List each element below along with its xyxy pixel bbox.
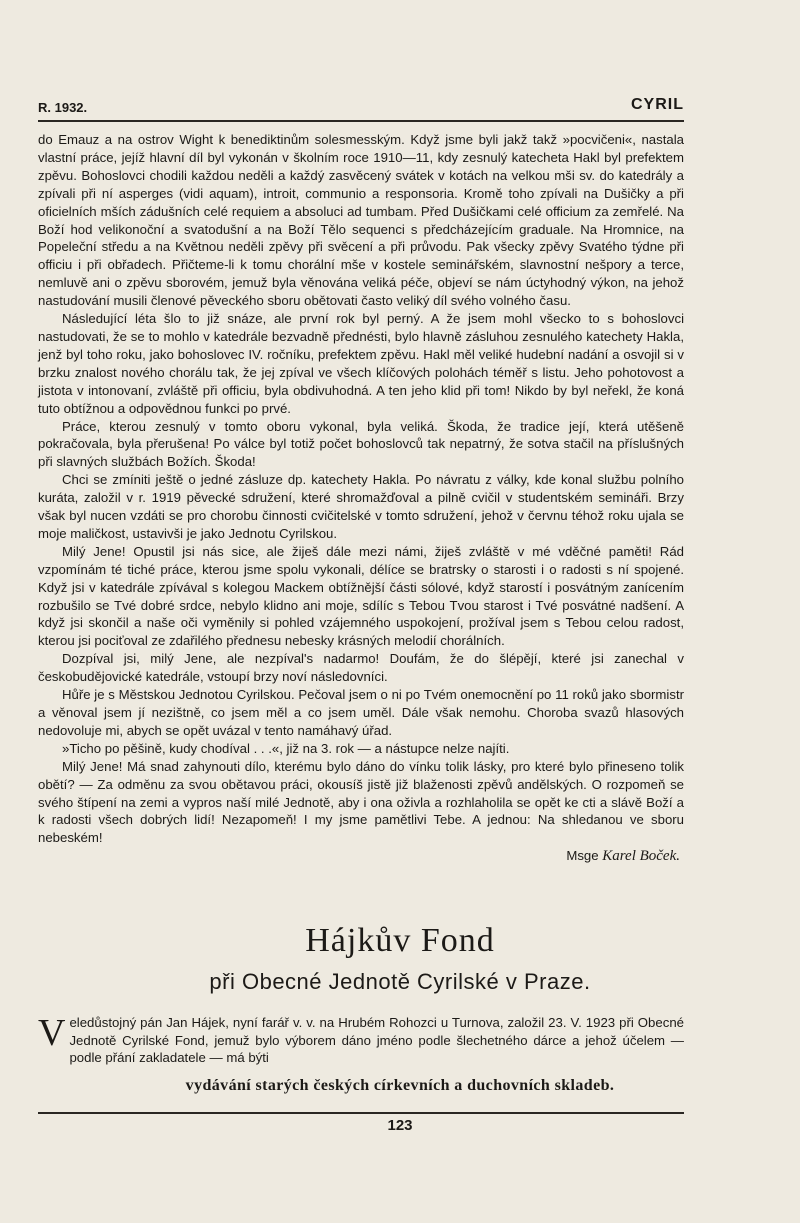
signature	[38, 847, 684, 866]
paragraph: Milý Jene! Má snad zahynouti dílo, kterému bylo dáno do vínku tolik lásky, pro které bylo přineseno tolik obětí? — Za odměnu za svou obětavou práci, okousíš jistě již blaženosti zpěvů andělských. O rozpomeň se svého štípení na zemi a vypros naší milé Jednotě, aby i ona oživla a rozhlaholila se opět ke cti a slávě Boží a k radosti všech dobrých lidí! Nezapomeň! I my jsme pamětlivi Tebe. A jednou: Na shledanou ve sboru nebeském!	[38, 758, 684, 846]
footer-divider	[38, 1112, 684, 1114]
fond-body-text: eledůstojný pán Jan Hájek, nyní farář v. v. na Hrubém Rohozci u Turnova, založil 23. V. 1923 při Obecné Jednotě Cyrilské Fond, jemuž bylo výborem dáno jméno podle šlechetného dárce a jehož účelem — podle přání zakladatele — má býti	[69, 1015, 684, 1066]
paragraph: Milý Jene! Opustil jsi nás sice, ale žiješ dále mezi námi, žiješ zvláště v mé vděčné paměti! Rád vzpomínám té tiché práce, kterou jsme spolu vykonali, délíce se bratrsky o starosti i o radosti s ní spojené. Když jsi v katedrále zpívával s kolegou Mackem obtížnější části sólové, když starostí i posvátným zanícením rozbušilo se Tvé dobré srdce, nebylo klidno ani moje, sdílíc s Tebou Tvou starost i Tvé posvátné nadšení. A když jsi skončil a naše oči vyměnily si pohled vzájemného uspokojení, prožíval jsem s Tebou celou radost, kterou jsi pociťoval ze zdařilého přednesu nebesky krásných melodií chorálních.	[38, 543, 684, 649]
paragraph: »Ticho po pěšině, kudy chodíval . . .«, již na 3. rok — a nástupce nelze najíti.	[62, 740, 510, 756]
paragraph: Následující léta šlo to již snáze, ale první rok byl perný. A že jsem mohl všecko to s bohoslovci nastudovati, že se to mohlo v katedrále bezvadně přednésti, bylo hlavně zásluhou zesnulého katechety Hakla, jenž byl toho roku, jako bohoslovec IV. ročníku, prefektem zpěvu. Hakl měl veliké hudební nadání a osvojil si v brzku znalost nového chorálu tak, že jej zpíval ve všech klíčových polohách téměř s listu. Jeho pohotovost a jistota v intonovaní, zvláště při officiu, byla obdivuhodná. A ten jeho klid při tom! Nikdo by byl neřekl, že koná tuto obtížnou a odpovědnou funkci po prvé.	[38, 311, 684, 416]
paragraph: do Emauz a na ostrov Wight k benediktinům solesmesským. Když jsme byli jakž takž »pocvičeni«, nastala vlastní práce, jejíž hlavní díl byl vykonán v školním roce 1910—11, kdy zesnulý katecheta Hakl byl prefektem zpěvu. Bohoslovci chodili každou neděli a každý zasvěcený svátek v kotách na velkou mši sv. do katedrály a zpívali při ní asperges (vidi aquam), introit, communio a responsoria. Kromě toho zpívali na Dušičky a při oficielních mších zádušních celé requiem a absoluci ad tumbam. Před Dušičkami celé officium za zemřelé. Na Boží hod velikonoční a svatodušní a na Boží Tělo sequenci s předcházejícím graduale. Na Hromnice, na Popeleční středu a na Květnou neděli zpěvy při svěcení a při průvodu. Pak všecky zpěvy Svatého týdne při officiu i při obřadech. Přičteme-li k tomu chorální mše v kostele seminářském, slavnostní nešpory a terce, nemluvě ani o zpěvu sborovém, jemuž byla věnována veliká péče, objeví se nám úctyhodný výkon, na jehož nastudování musili členové pěveckého sboru obětovati často veliký díl svého volného času.	[38, 132, 684, 309]
signature-name: Karel Boček.	[602, 848, 680, 865]
fond-body	[38, 1014, 684, 1067]
signature-prefix: Msge	[566, 848, 599, 864]
fond-title: Hájkův Fond	[305, 922, 495, 959]
article-body	[38, 131, 684, 866]
paragraph: Hůře je s Městskou Jednotou Cyrilskou. Pečoval jsem o ni po Tvém onemocnění po 11 roků jako sbormistr a věnoval jsem jí nezištně, co jsem měl a co jsem uměl. Dále však nemohu. Choroba svazů hlasových nedovoluje mi, abych se opět uvázal v tento namáhavý úřad.	[38, 687, 684, 738]
running-head	[38, 96, 684, 122]
journal-title: CYRIL	[631, 96, 684, 113]
page-number: 123	[387, 1117, 413, 1134]
paragraph: Chci se zmíniti ještě o jedné zásluze dp. katechety Hakla. Po návratu z války, kde konal službu polního kuráta, založil v r. 1919 pěvecké sdružení, které shromažďoval a pilně cvičil v studentském semináři. Brzy však byl nucen vzdáti se pro chorobu činnosti cvičitelské v tomto sdružení, jehož v červnu téhož roku ujala se moje maličkost, ustavivši je jako Jednotu Cyrilskou.	[38, 472, 684, 541]
paragraph: Práce, kterou zesnulý v tomto oboru vykonal, byla veliká. Škoda, že tradice její, která utěšeně pokračovala, byla přerušena! Po válce byl totiž počet bohoslovců tak nepatrný, že sotva stačil na příslušných při slavných službách Božích. Škoda!	[38, 418, 684, 470]
paragraph: Dozpíval jsi, milý Jene, ale nezpíval's nadarmo! Doufám, že do šlépějí, které jsi zanechal v českobudějovické katedrále, vstoupí brzy noví následovníci.	[38, 651, 684, 685]
header-year: R. 1932.	[38, 100, 88, 115]
fond-subtitle: při Obecné Jednotě Cyrilské v Praze.	[209, 969, 591, 994]
drop-cap: V	[38, 1012, 66, 1054]
fond-purpose: vydávání starých českých církevních a duchovních skladeb.	[185, 1077, 615, 1094]
